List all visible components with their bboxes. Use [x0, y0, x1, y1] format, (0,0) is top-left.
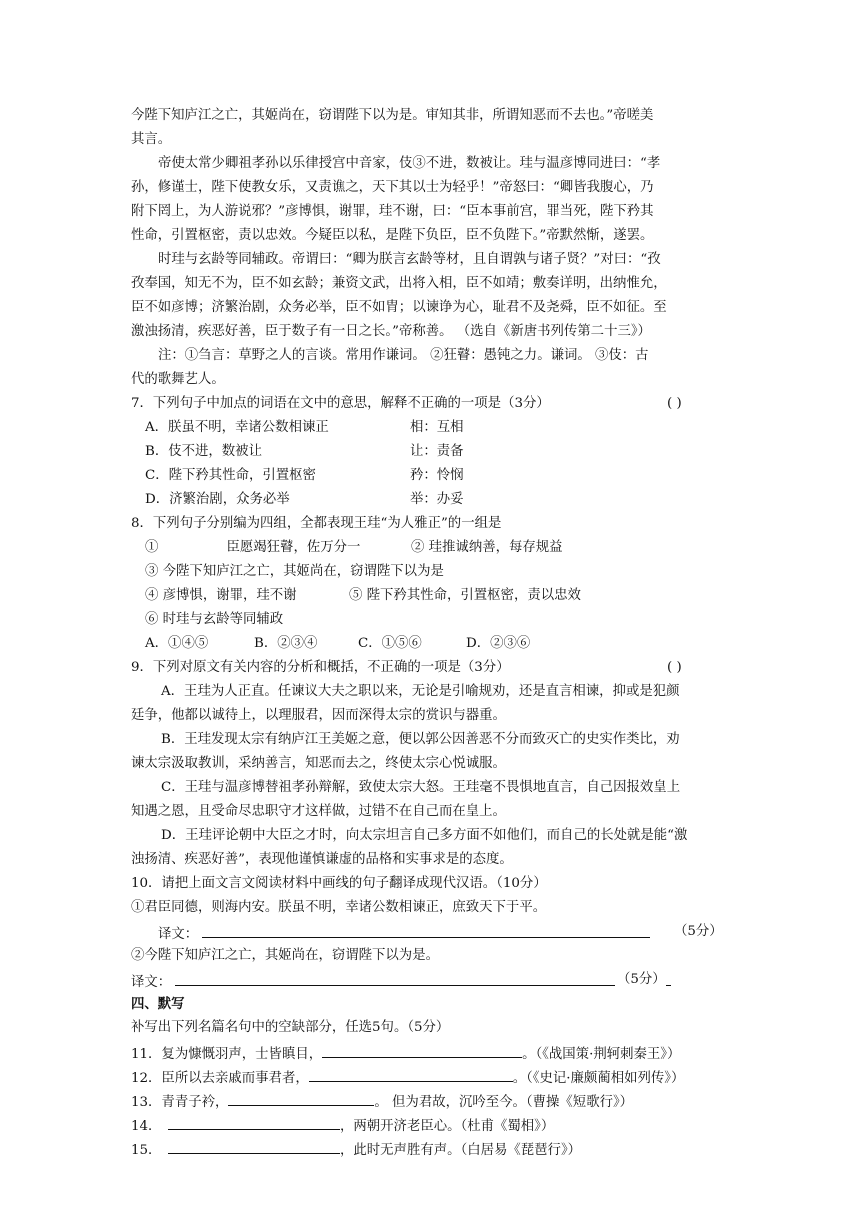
fill-item-prefix: 13．青青子衿， [131, 1095, 229, 1110]
passage-line: 孙，修谨士，陛下使教女乐，又责谯之，天下其以士为轻乎！”帝怒曰：“卿皆我腹心，乃 [131, 180, 654, 195]
fill-blank-11[interactable] [322, 1044, 522, 1058]
question-7-option [145, 420, 745, 436]
question-9-option: 浊扬清、疾恶好善”，表现他谨慎谦虚的品格和实事求是的态度。 [131, 852, 513, 867]
option-text: D．济繁治剧，众务必举 [145, 492, 290, 507]
fill-item-suffix: ，此时无声胜有声。（白居易《琵琶行》） [340, 1143, 582, 1158]
passage-line: 今陛下知庐江之亡，其姬尚在，窃谓陛下以为是。审知其非，所谓知恶而不去也。”帝嗟美 [131, 108, 654, 123]
question-7-option [145, 444, 745, 460]
note-line: 代的歌舞艺人。 [131, 372, 225, 387]
question-8-sentences [145, 588, 745, 604]
sentence-3: ③ 今陛下知庐江之亡，其姬尚在，窃谓陛下以为是 [145, 564, 444, 579]
fill-blank-15[interactable] [168, 1140, 340, 1154]
choice-b: B．②③④ [254, 636, 318, 651]
passage-line: 孜奉国，知无不为，臣不如玄龄；兼资文武，出将入相，臣不如靖；敷奏详明，出纳惟允， [131, 276, 667, 291]
fill-item-suffix: 。（《战国策·荆轲刺秦王》） [522, 1047, 681, 1062]
fill-item-11 [131, 1044, 731, 1060]
choice-c: C．①⑤⑥ [358, 636, 422, 651]
option-text: A．朕虽不明，幸诸公数相谏正 [145, 420, 329, 435]
passage-line: 激浊扬清，疾恶好善，臣于数子有一日之长。”帝称善。 （选自《新唐书列传第二十三》） [131, 324, 651, 339]
fill-item-13 [131, 1092, 731, 1108]
question-9-option: B．王珪发现太宗有纳庐江王美姬之意，便以郭公因善恶不分而致灭亡的史实作类比，劝 [161, 732, 680, 747]
question-9-option: 知遇之恩，且受命尽忠职守才这样做，过错不在自己而在皇上。 [131, 804, 506, 819]
fill-item-suffix: 。（《史记·廉颇蔺相如列传》） [512, 1071, 685, 1086]
question-10-sentence-1: ①君臣同德，则海内安。朕虽不明，幸诸公数相谏正，庶致天下于平。 [131, 900, 547, 915]
question-7-stem [131, 396, 731, 412]
option-text: B．伎不进，数被让 [145, 444, 262, 459]
option-text: C．陛下矜其性命，引置枢密 [145, 468, 316, 483]
question-7-option [145, 468, 745, 484]
fill-item-prefix: 11．复为慷慨羽声，士皆瞋目， [131, 1047, 323, 1062]
question-8-sentences [145, 540, 745, 556]
option-meaning: 举：办妥 [410, 492, 464, 507]
translation-row-2 [131, 972, 731, 988]
question-8-stem: 8．下列句子分别编为四组，全都表现王珪“为人雅正”的一组是 [131, 516, 502, 531]
passage-line: 性命，引置枢密，责以忠效。今疑臣以私，是陛下负臣，臣不负陛下。”帝默然惭，遂罢。 [131, 228, 654, 243]
translation-blank-1[interactable] [202, 924, 650, 938]
option-meaning: 矜：怜悯 [410, 468, 464, 483]
question-9-option: A．王珪为人正直。任谏议大夫之职以来，无论是引喻规劝，还是直言相谏，抑或是犯颜 [161, 684, 680, 699]
passage-line: 时珪与玄龄等同辅政。帝谓曰：“卿为朕言玄龄等材，且自谓孰与诸子贤？”对曰：“孜 [158, 252, 661, 267]
option-meaning: 让：责备 [410, 444, 464, 459]
fill-blank-12[interactable] [309, 1068, 513, 1082]
question-10-stem: 10．请把上面文言文阅读材料中画线的句子翻译成现代汉语。（10分） [131, 876, 547, 891]
section-heading: 四、默写 [131, 996, 185, 1012]
note-line: 注：①刍言：草野之人的言谈。常用作谦词。 ②狂瞽：愚钝之力。谦词。 ③伎：古 [158, 348, 649, 363]
question-7-stem-text: 7．下列句子中加点的词语在文中的意思，解释不正确的一项是（3分） [131, 396, 550, 411]
sentence-5: ⑤ 陛下矜其性命，引置枢密，责以忠效 [349, 588, 581, 603]
question-9-option: 廷争，他都以诚待上，以理服君，因而深得太宗的赏识与器重。 [131, 708, 506, 723]
passage-line: 附下罔上，为人游说邪？”彦博惧，谢罪，珪不谢，曰：“臣本事前宫，罪当死，陛下矜其 [131, 204, 654, 219]
fill-item-14 [131, 1116, 731, 1132]
section-instruction: 补写出下列名篇名句中的空缺部分，任选5句。（5分） [131, 1020, 450, 1035]
sentence-4: ④ 彦博惧，谢罪，珪不谢 [145, 588, 297, 603]
question-9-stem-text: 9．下列对原文有关内容的分析和概括，不正确的一项是（3分） [131, 660, 510, 675]
sentence-2: ② 珪推诚纳善，每存规益 [411, 540, 563, 555]
answer-paren: ( ) [667, 396, 682, 411]
question-9-option: 谏太宗汲取教训，采纳善言，知恶而去之，终使太宗心悦诚服。 [131, 756, 506, 771]
question-9-stem [131, 660, 731, 676]
fill-item-15 [131, 1140, 731, 1156]
fill-item-12 [131, 1068, 731, 1084]
answer-paren: ( ) [667, 660, 682, 675]
question-9-option: C．王珪与温彦博替祖孝孙辩解，致使太宗大怒。王珪毫不畏惧地直言，自己因报效皇上 [161, 780, 681, 795]
question-10-sentence-2: ②今陛下知庐江之亡，其姬尚在，窃谓陛下以为是。 [131, 948, 439, 963]
fill-blank-14[interactable] [168, 1116, 340, 1130]
fill-item-suffix: 。 但为君故，沉吟至今。（曹操《短歌行》） [374, 1095, 634, 1110]
score-label: （5分） [617, 972, 666, 987]
translation-label: 译文： [131, 975, 172, 990]
passage-line: 帝使太常少卿祖孝孙以乐律授宫中音家，伎③不进，数被让。珪与温彦博同进曰：“孝 [158, 156, 661, 171]
sentence-6: ⑥ 时珪与玄龄等同辅政 [145, 612, 284, 627]
choice-d: D．②③⑥ [466, 636, 531, 651]
translation-blank-2[interactable] [175, 972, 671, 986]
score-label: （5分） [674, 924, 723, 939]
sentence-1: ① 臣愿竭狂瞽，佐万分一 [145, 540, 361, 555]
question-9-option: D．王珪评论朝中大臣之才时，向太宗坦言自己多方面不如他们，而自己的长处就是能“激 [161, 828, 688, 843]
translation-label: 译文： [158, 927, 199, 942]
passage-line: 臣不如彦博；济繁治剧，众务必举，臣不如胄；以谏诤为心，耻君不及尧舜，臣不如征。至 [131, 300, 667, 315]
fill-blank-13[interactable] [228, 1092, 374, 1106]
fill-item-suffix: ，两朝开济老臣心。（杜甫《蜀相》） [340, 1119, 555, 1134]
translation-row-1 [158, 924, 758, 940]
passage-line: 其言。 [131, 132, 172, 147]
fill-item-prefix: 15． [131, 1143, 162, 1158]
question-7-option [145, 492, 745, 508]
fill-item-prefix: 14． [131, 1119, 162, 1134]
question-8-choices [145, 636, 745, 652]
choice-a: A．①④⑤ [145, 636, 209, 651]
fill-item-prefix: 12．臣所以去亲戚而事君者， [131, 1071, 309, 1086]
option-meaning: 相：互相 [410, 420, 464, 435]
